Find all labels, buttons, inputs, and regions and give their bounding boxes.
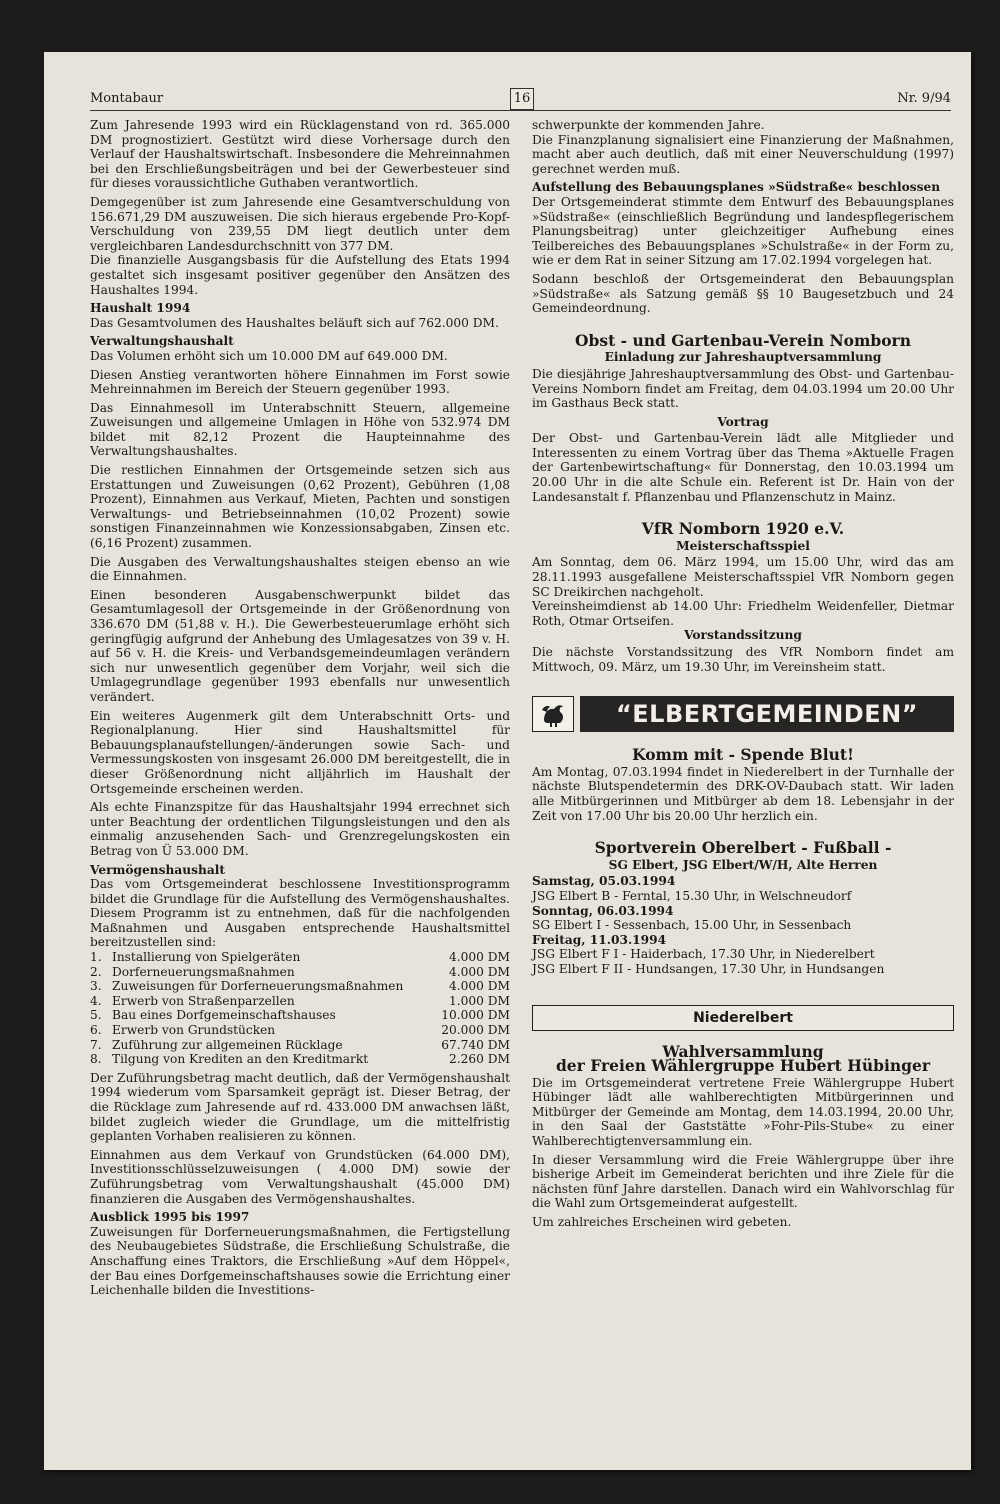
schedule-line: JSG Elbert F I - Haiderbach, 17.30 Uhr, in Niederelbert <box>532 947 875 962</box>
section-subtitle: Meisterschaftsspiel <box>676 538 810 553</box>
schedule-line: JSG Elbert B - Ferntal, 15.30 Uhr, in Welschneudorf <box>532 888 852 903</box>
paragraph: In dieser Versammlung wird die Freie Wählergruppe über ihre bisherige Arbeit im Gemeinderat berichten und ihre Ziele für die nächsten fünf Jahre darstellen. Danach wird ein Wahlvorschlag für die Wahl zum Ortsgemeinderat aufgestellt. <box>532 1152 954 1211</box>
paragraph: Einen besonderen Ausgabenschwerpunkt bildet das Gesamtumlagesoll der Ortsgemeinde in der Größenordnung von 336.670 DM (51,88 v. H.). Die Gewerbesteuerumlage erhöht sich geringfügig aufgrund der Anhebung des Umlagesatzes von 39 v. H. auf 56 v. H. die Kreis- und Verbandsgemeindeumlagen verändern sich nur unwesentlich gegenüber dem Vorjahr, weil sich die Umlagegrundlage gegenüber 1993 ebenfalls nur unwesentlich verändert. <box>90 587 510 704</box>
paragraph: Die finanzielle Ausgangsbasis für die Aufstellung des Etats 1994 gestaltet sich insgesamt positiver gegenüber den Ansätzen des Haushaltes 1994. <box>90 253 510 297</box>
paragraph: Das Einnahmesoll im Unterabschnitt Steuern, allgemeine Zuweisungen und allgemeine Umlagen in Höhe von 532.974 DM bildet mit 82,12 Prozent die Haupteinnahme des Verwaltungshaushaltes. <box>90 400 510 459</box>
schedule-day: Freitag, 11.03.1994 <box>532 932 667 947</box>
schedule-day: Sonntag, 06.03.1994 <box>532 903 674 918</box>
section-title-vfr: VfR Nomborn 1920 e.V. <box>641 519 845 539</box>
heading-ausblick: Ausblick 1995 bis 1997 <box>90 1210 250 1225</box>
paragraph: Als echte Finanzspitze für das Haushaltsjahr 1994 errechnet sich unter Beachtung der ordentlichen Tilgungsleistungen und den als einmalig anzusehenden Sach- und Grenzregelungskosten ein Betrag von Ü 53.000 DM. <box>90 800 510 858</box>
header-issue: Nr. 9/94 <box>897 91 951 106</box>
elbertgemeinden-title: “ELBERTGEMEINDEN” <box>580 696 954 732</box>
heading-bebauungsplan: Aufstellung des Bebauungsplanes »Südstraße« beschlossen <box>532 180 941 195</box>
list-item: 4. Erwerb von Straßenparzellen 1.000 DM <box>90 993 510 1008</box>
schedule-line: JSG Elbert F II - Hundsangen, 17.30 Uhr, in Hundsangen <box>532 961 885 976</box>
list-item: 5. Bau eines Dorfgemeinschaftshauses 10.000 DM <box>90 1008 510 1023</box>
section-title-wahl: Wahlversammlung <box>662 1041 824 1061</box>
paragraph: Die restlichen Einnahmen der Ortsgemeinde setzen sich aus Erstattungen und Zuweisungen (0,62 Prozent), Gebühren (1,08 Prozent), Einnahmen aus Verkauf, Mieten, Pachten und sonstigen Verwaltungs- und Betriebseinnahmen (10,02 Prozent) sowie sonstigen Finanzeinnahmen wie Konzessionsabgaben, Zinsen etc. (6,16 Prozent) zusammen. <box>90 463 510 551</box>
paragraph: Am Sonntag, dem 06. März 1994, um 15.00 Uhr, wird das am 28.11.1993 ausgefallene Meisterschaftsspiel VfR Nomborn gegen SC Dreikirchen nachgeholt. <box>532 555 954 599</box>
section-title-blut: Komm mit - Spende Blut! <box>632 745 854 765</box>
paragraph: Der Obst- und Gartenbau-Verein lädt alle Mitglieder und Interessenten zu einem Vortrag über das Thema »Aktuelle Fragen der Gartenbewirtschaftung« für Donnerstag, den 10.03.1994 um 20.00 Uhr in die alte Schule ein. Referent ist Dr. Hain von der Landesanstalt f. Pflanzenbau und Pflanzenschutz in Mainz. <box>532 431 954 504</box>
paragraph: Ein weiteres Augenmerk gilt dem Unterabschnitt Orts- und Regionalplanung. Hier sind Haushaltsmittel für Bebauungsplanaufstellungen/-änderungen sowie Sach- und Vermessungskosten von insgesamt 26.000 DM bereitgestellt, die in dieser Größenordnung nicht alljährlich im Haushalt der Ortsgemeinde erscheinen werden. <box>90 708 510 796</box>
section-title-wahl-sub: der Freien Wählergruppe Hubert Hübinger <box>555 1056 931 1076</box>
paragraph: Das Volumen erhöht sich um 10.000 DM auf 649.000 DM. <box>90 348 448 363</box>
section-subtitle: Vorstandssitzung <box>684 628 802 643</box>
header-page-number: 16 <box>510 88 534 110</box>
list-item: 7. Zuführung zur allgemeinen Rücklage 67.740 DM <box>90 1037 510 1052</box>
paragraph: Die im Ortsgemeinderat vertretene Freie Wählergruppe Hubert Hübinger lädt alle wahlberechtigten Mitbürgerinnen und Mitbürger der Gemeinde am Montag, dem 14.03.1994, 20.00 Uhr, in den Saal der Gaststätte »Fohr-Pils-Stube« zu einer Wahlberechtigtenversammlung ein. <box>532 1075 954 1149</box>
right-column <box>532 118 954 1234</box>
paragraph: Die Ausgaben des Verwaltungshaushaltes steigen ebenso an wie die Einnahmen. <box>90 554 510 584</box>
heading-haushalt: Haushalt 1994 <box>90 301 191 316</box>
paragraph: Am Montag, 07.03.1994 findet in Niederelbert in der Turnhalle der nächste Blutspendetermin des DRK-OV-Daubach statt. Wir laden alle Mitbürgerinnen und Mitbürger ab dem 18. Lebensjahr in der Zeit von 17.00 Uhr bis 20.00 Uhr herzlich ein. <box>532 764 954 823</box>
paragraph: Die Finanzplanung signalisiert eine Finanzierung der Maßnahmen, macht aber auch deutlich, daß mit einer Neuverschuldung (1997) gerechnet werden muß. <box>532 132 954 176</box>
paragraph: Vereinsheimdienst ab 14.00 Uhr: Friedhelm Weidenfeller, Dietmar Roth, Otmar Ortseifen. <box>532 599 954 628</box>
measures-list <box>90 950 510 1067</box>
list-item: 2. Dorferneuerungsmaßnahmen 4.000 DM <box>90 964 510 979</box>
paragraph: Das vom Ortsgemeinderat beschlossene Investitionsprogramm bildet die Grundlage für die Aufstellung des Vermögenshaushaltes. Diesem Programm ist zu entnehmen, daß für die nachfolgenden Maßnahmen und Ausgaben entsprechende Haushaltsmittel bereitzustellen sind: <box>90 877 510 950</box>
section-subtitle: SG Elbert, JSG Elbert/W/H, Alte Herren <box>608 857 878 872</box>
paragraph: Um zahlreiches Erscheinen wird gebeten. <box>532 1215 792 1230</box>
rooster-icon <box>532 696 574 732</box>
paragraph: Das Gesamtvolumen des Haushaltes beläuft sich auf 762.000 DM. <box>90 315 499 330</box>
paragraph: Der Zuführungsbetrag macht deutlich, daß der Vermögenshaushalt 1994 wiederum vom Sparsamkeit geprägt ist. Dieser Betrag, der die Rücklage zum Jahresende auf rd. 433.000 DM anwachsen läßt, bildet zugleich wieder die Grundlage, um die mittelfristig geplanten Vorhaben realisieren zu können. <box>90 1070 510 1144</box>
schedule-day: Samstag, 05.03.1994 <box>532 874 676 889</box>
heading-verwaltungshaushalt: Verwaltungshaushalt <box>90 334 234 349</box>
elbertgemeinden-banner <box>532 696 954 732</box>
paragraph: Zuweisungen für Dorferneuerungsmaßnahmen, die Fertigstellung des Neubaugebietes Südstraße, die Erschließung Schulstraße, die Anschaffung eines Traktors, die Erschließung »Auf dem Höppel«, der Bau eines Dorfgemeinschaftshauses sowie die Errichtung einer Leichenhalle bilden die Investitions- <box>90 1224 510 1298</box>
list-item: 8. Tilgung von Krediten an den Kreditmarkt 2.260 DM <box>90 1052 510 1067</box>
sport-schedule <box>532 874 954 976</box>
paragraph: Die diesjährige Jahreshauptversammlung des Obst- und Gartenbau-Vereins Nomborn findet am Freitag, dem 04.03.1994 um 20.00 Uhr im Gasthaus Beck statt. <box>532 366 954 411</box>
section-subtitle: Einladung zur Jahreshauptversammlung <box>604 350 882 365</box>
heading-vermoegenshaushalt: Vermögenshaushalt <box>90 862 226 877</box>
paragraph: Der Ortsgemeinderat stimmte dem Entwurf des Bebauungsplanes »Südstraße« (einschließlich Begründung und landespflegerischem Planungsbeitrag) unter gleichzeitiger Aufhebung eines Teilbereiches des Bebauungsplanes »Schulstraße« in der Form zu, wie er dem Rat in seiner Sitzung am 17.02.1994 vorgelegen hat. <box>532 194 954 268</box>
section-subtitle: Vortrag <box>717 414 769 429</box>
newspaper-page <box>44 52 971 1470</box>
paragraph: Demgegenüber ist zum Jahresende eine Gesamtverschuldung von 156.671,29 DM auszuweisen. Die sich hieraus ergebende Pro-Kopf-Verschuldung von 239,55 DM liegt deutlich unter dem vergleichbaren Landesdurchschnitt von 377 DM. <box>90 194 510 253</box>
paragraph: Sodann beschloß der Ortsgemeinderat den Bebauungsplan »Südstraße« als Satzung gemäß §§ 10 Baugesetzbuch und 24 Gemeindeordnung. <box>532 271 954 316</box>
paragraph: Einnahmen aus dem Verkauf von Grundstücken (64.000 DM), Investitionsschlüsselzuweisungen ( 4.000 DM) sowie der Zuführungsbetrag vom Verwaltungshaushalt (45.000 DM) finanzieren die Ausgaben des Vermögenshaushaltes. <box>90 1147 510 1206</box>
page-header <box>90 88 951 111</box>
paragraph: Die nächste Vorstandssitzung des VfR Nomborn findet am Mittwoch, 09. März, um 19.30 Uhr, im Vereinsheim statt. <box>532 645 954 674</box>
schedule-line: SG Elbert I - Sessenbach, 15.00 Uhr, in Sessenbach <box>532 918 852 933</box>
list-item: 3. Zuweisungen für Dorferneuerungsmaßnahmen 4.000 DM <box>90 979 510 994</box>
paragraph: Diesen Anstieg verantworten höhere Einnahmen im Forst sowie Mehreinnahmen im Bereich der Steuern gegenüber 1993. <box>90 367 510 397</box>
list-item: 6. Erwerb von Grundstücken 20.000 DM <box>90 1023 510 1038</box>
section-title-sport: Sportverein Oberelbert - Fußball - <box>594 838 892 858</box>
header-town: Montabaur <box>90 91 164 106</box>
left-column <box>90 118 510 1302</box>
list-item: 1. Installierung von Spielgeräten 4.000 DM <box>90 950 510 965</box>
niederelbert-box: Niederelbert <box>532 1005 954 1031</box>
paragraph: schwerpunkte der kommenden Jahre. <box>532 118 765 132</box>
paragraph: Zum Jahresende 1993 wird ein Rücklagenstand von rd. 365.000 DM prognostiziert. Gestützt wird diese Vorhersage durch den Verlauf der Haushaltswirtschaft. Insbesondere die Mehreinnahmen bei den Erschließungsbeiträgen und bei der Gewerbesteuer sind für dieses voraussichtliche Guthaben verantwortlich. <box>90 118 510 191</box>
section-title-obst: Obst - und Gartenbau-Verein Nomborn <box>575 330 911 350</box>
